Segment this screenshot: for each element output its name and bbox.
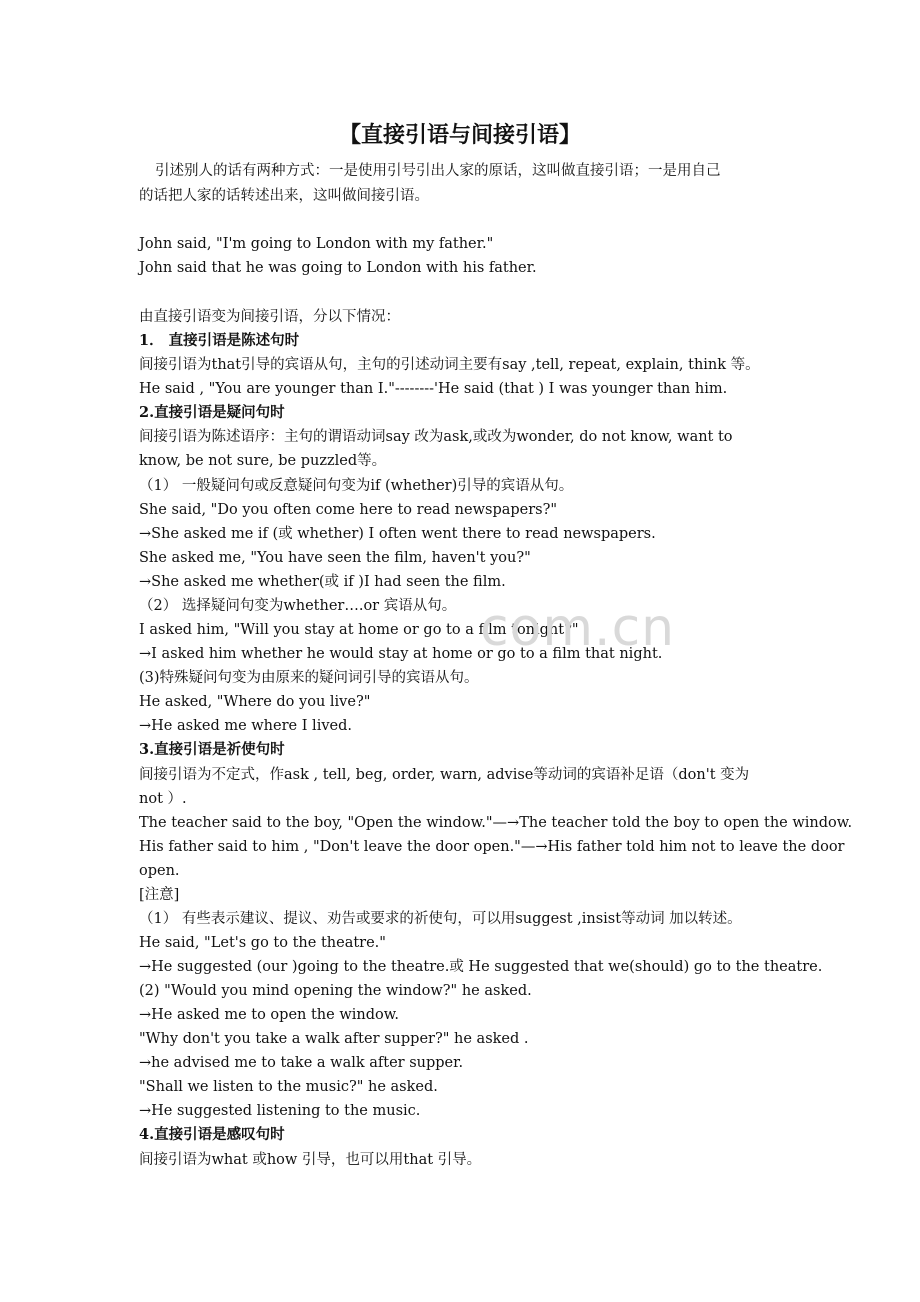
section-4-rule: 间接引语为what 或how 引导，也可以用that 引导。 xyxy=(139,1152,482,1168)
example-line: →He suggested (our )going to the theatre.或 He suggested that we(should) go to the theatre. xyxy=(139,959,823,975)
example-line: →He suggested listening to the music. xyxy=(139,1103,421,1119)
example-line: →She asked me if (或 whether) I often went there to read newspapers. xyxy=(139,526,656,542)
section-heading-2: 2.直接引语是疑问句时 xyxy=(139,404,285,421)
section-2-rule-2: know, be not sure, be puzzled等。 xyxy=(139,453,387,469)
example-line: The teacher said to the boy, "Open the window."—→The teacher told the boy to open the window. xyxy=(139,815,853,831)
note-point-1: （1） 有些表示建议、提议、劝告或要求的祈使句，可以用suggest ,insist等动词 加以转述。 xyxy=(139,911,742,927)
example-line: →He asked me where I lived. xyxy=(139,718,352,734)
section-1-rule: 间接引语为that引导的宾语从句，主句的引述动词主要有say ,tell, repeat, explain, think 等。 xyxy=(139,357,760,373)
section-1-example: He said , "You are younger than I."--------'He said (that ) I was younger than him. xyxy=(139,381,728,397)
example-line: →he advised me to take a walk after supper. xyxy=(139,1055,464,1071)
section-2-rule-1: 间接引语为陈述语序：主句的谓语动词say 改为ask,或改为wonder, do not know, want to xyxy=(139,429,733,445)
section-heading-1: 1． 直接引语是陈述句时 xyxy=(139,332,300,349)
example-line: (2) "Would you mind opening the window?" he asked. xyxy=(139,983,532,999)
subpoint-3: (3)特殊疑问句变为由原来的疑问词引导的宾语从句。 xyxy=(139,670,479,686)
example-line: I asked him, "Will you stay at home or go to a film tonight?" xyxy=(139,622,579,638)
example-line: He said, "Let's go to the theatre." xyxy=(139,935,386,951)
subpoint-2: （2） 选择疑问句变为whether….or 宾语从句。 xyxy=(139,598,457,614)
example-line: →She asked me whether(或 if )I had seen the film. xyxy=(139,574,506,590)
section-3-rule-1: 间接引语为不定式，作ask , tell, beg, order, warn, advise等动词的宾语补足语（don't 变为 xyxy=(139,767,750,783)
example-indirect: John said that he was going to London with his father. xyxy=(139,260,537,276)
note-heading: [注意] xyxy=(139,887,180,903)
document-title: 【直接引语与间接引语】 xyxy=(338,123,581,148)
subpoint-1: （1） 一般疑问句或反意疑问句变为if (whether)引导的宾语从句。 xyxy=(139,478,574,494)
example-direct: John said, "I'm going to London with my father." xyxy=(139,236,494,252)
example-line: "Why don't you take a walk after supper?" he asked . xyxy=(139,1031,529,1047)
example-line: She said, "Do you often come here to read newspapers?" xyxy=(139,502,558,518)
section-heading-3: 3.直接引语是祈使句时 xyxy=(139,741,285,758)
example-line: He asked, "Where do you live?" xyxy=(139,694,371,710)
example-line: →He asked me to open the window. xyxy=(139,1007,400,1023)
intro-line-1: 引述别人的话有两种方式：一是使用引号引出人家的原话，这叫做直接引语；一是用自己 xyxy=(155,163,721,179)
example-line: She asked me, "You have seen the film, haven't you?" xyxy=(139,550,531,566)
section-3-rule-2: not ）. xyxy=(139,791,187,807)
section-heading-4: 4.直接引语是感叹句时 xyxy=(139,1126,285,1143)
example-line: →I asked him whether he would stay at home or go to a film that night. xyxy=(139,646,663,662)
intro-line-2: 的话把人家的话转述出来，这叫做间接引语。 xyxy=(139,188,429,204)
watermark-text: com.cn xyxy=(480,598,676,658)
example-line: open. xyxy=(139,863,180,879)
example-line: His father said to him , "Don't leave the door open."—→His father told him not to leave the door xyxy=(139,839,845,855)
example-line: "Shall we listen to the music?" he asked. xyxy=(139,1079,438,1095)
cases-intro: 由直接引语变为间接引语，分以下情况： xyxy=(139,309,400,325)
